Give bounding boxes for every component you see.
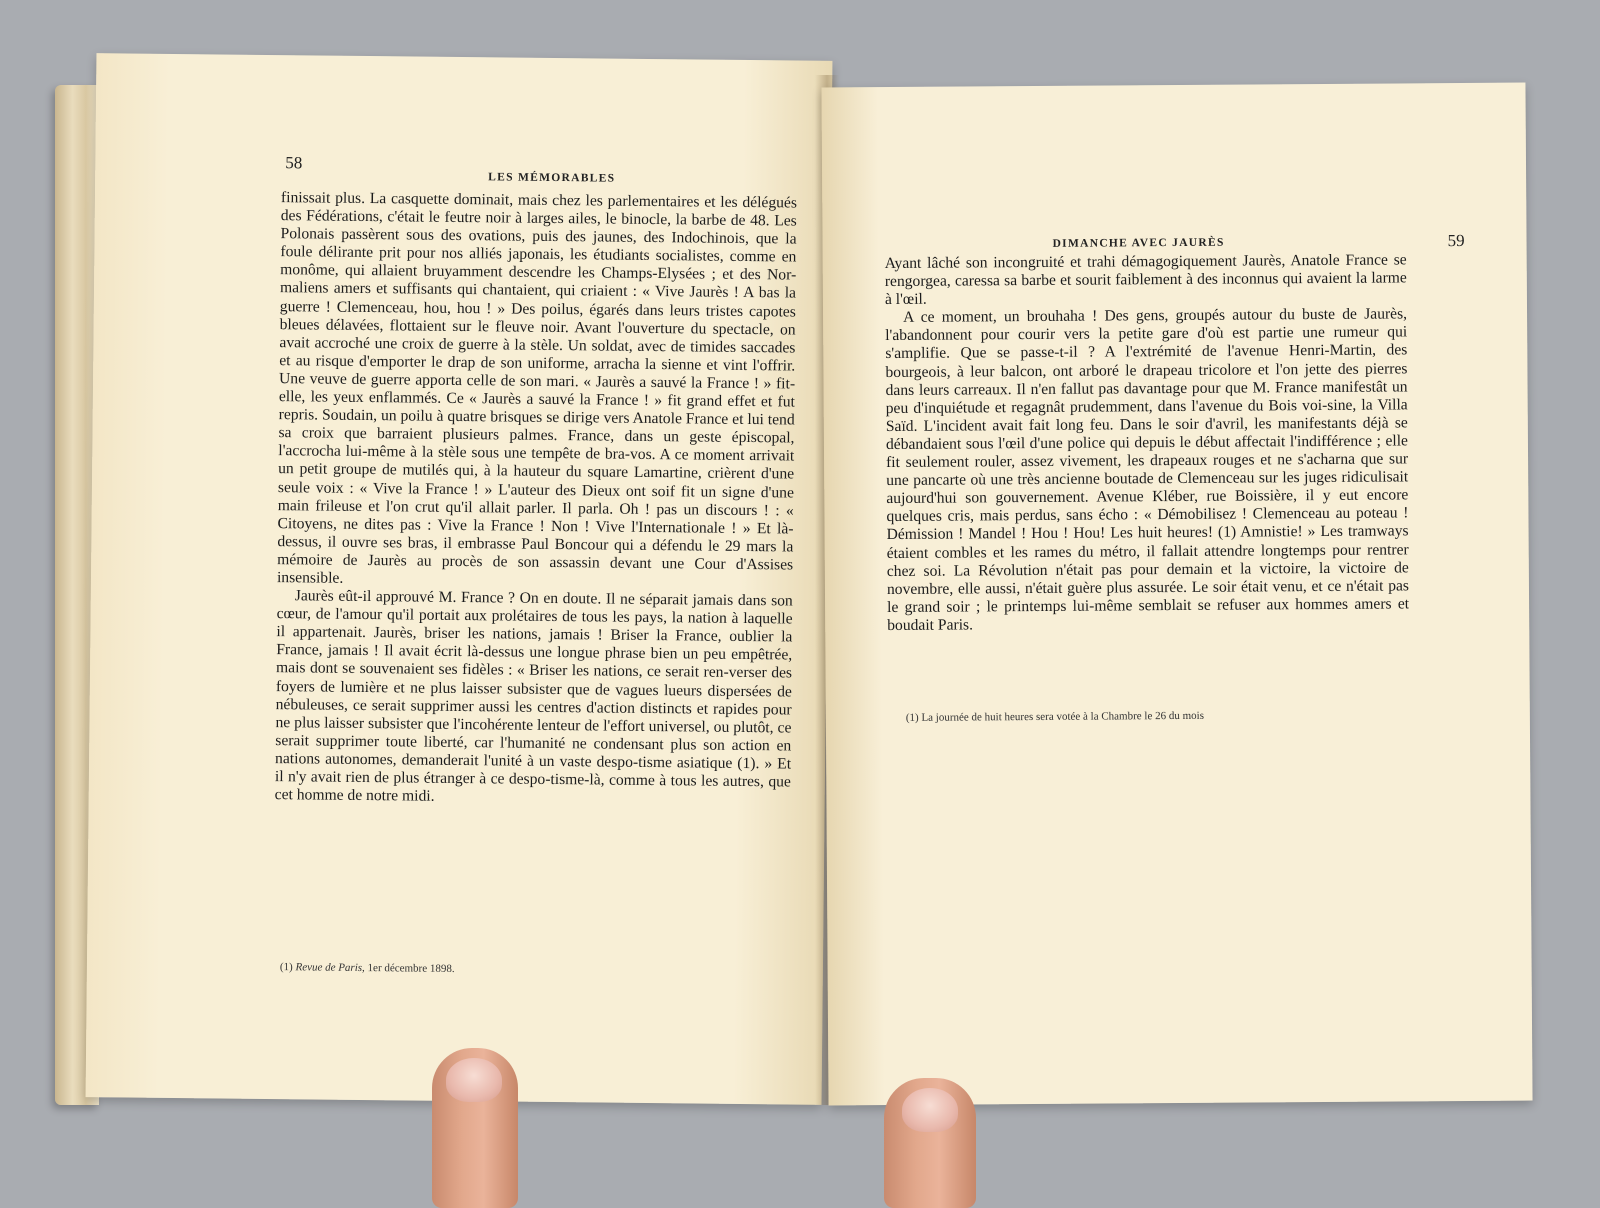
left-footnote-source: Revue de Paris, [295,961,365,975]
right-paragraph-1: Ayant lâché son incongruité et trahi démagogiquement Jaurès, Anatole France se rengorgea, caressa sa barbe et sourit faiblement à des inconnus qui avaient la larme à l'œil. [884,251,1407,309]
left-thumbnail [446,1058,502,1102]
left-paragraph-2: Jaurès eût-il approuvé M. France ? On en doute. Il ne séparait jamais dans son cœur, de l'amour qu'il portait aux prolétaires de tous les pays, la nation à laquelle il appartenait. Jaurès, briser les nations, jamais ! Briser la France, oublier la France, jamais ! Il avait écrit là-dessus une longue phrase bien un peu empêtrée, mais dont se souvenaient ses fidèles : « Briser les nations, ce serait ren-verser des foyers de lumière et ne plus laisser subsister que de vagues lueurs dispersées de nébuleuses, ce serait supprimer aussi les centres d'action distincts et rapides pour ne plus laisser subsister que l'incohérente lenteur de l'effort universel, ou plutôt, ce serait supprimer toute liberté, car l'humanité ne condensant plus son action en nations autonomes, demanderait l'unité à un vaste despo-tisme asiatique (1). » Et il n'y avait rien de plus étranger à ce despo-tisme-là, comme à tous les autres, que cet homme de notre midi. [274,587,793,805]
right-page-number: 59 [1447,230,1465,251]
left-footnote-date: 1er décembre 1898. [367,962,455,975]
left-thumb [432,1048,518,1208]
right-thumbnail [902,1088,958,1132]
right-running-head: DIMANCHE AVEC JAURÈS [1052,236,1225,250]
right-page [821,83,1532,1106]
right-thumb [884,1078,976,1208]
left-running-head: LES MÉMORABLES [488,171,616,185]
left-footnote [280,961,455,975]
left-page-number: 58 [285,153,303,173]
open-book [55,55,1565,1135]
left-footnote-number: (1) [279,961,293,974]
right-footnote: (1) La journée de huit heures sera votée à la Chambre le 26 du mois [905,709,1205,724]
right-text-block [885,251,1410,635]
right-paragraph-2: A ce moment, un brouhaha ! Des gens, groupés autour du buste de Jaurès, l'abandonnent pour courir vers la petite gare d'où est partie une rumeur qui s'amplifie. Que se passe-t-il ? A l'extrémité de l'avenue Henri-Martin, des bourgeois, à leur balcon, ont arboré le drapeau tricolore et l'on jette des pierres dans leurs carreaux. Il n'en fallut pas davantage pour que M. France manifestât un peu d'inquiétude et regagnât prudemment, dans l'avenue du Bois voi-sine, la Villa Saïd. L'incident avait fait long feu. Dans le soir d'avril, les manifestants déjà se débandaient sous l'œil d'une police qui depuis le début affectait l'indifférence ; elle fit seulement rouler, assez vivement, les drapeaux rouges et ne s'acharna que sur une pancarte où une très ancienne boutade de Clemenceau sur les juges ridiculisait aujourd'hui son gouvernement. Avenue Kléber, rue Boissière, il y eut encore quelques cris, mais perdus, sans écho : « Démobilisez ! Clemenceau au poteau ! Démission ! Mandel ! Hou ! Hou! Les huit heures! (1) Amnistie! » Les tramways étaient combles et les rames du métro, il fallait attendre longtemps pour rentrer chez soi. La Révolution n'était pas pour demain et la victoire, la victoire de novembre, elle aussi, n'était guère plus assurée. Le soir était venu, et ce n'était pas le grand soir ; le printemps lui-même semblait se refuser aux hommes amers et boudait Paris. [885,305,1410,634]
left-paragraph-1: finissait plus. La casquette dominait, mais chez les parlementaires et les délégués des Fédérations, c'était le feutre noir à larges ailes, le binocle, la barbe de 48. Les Polonais passèrent sous des ovations, puis des jaunes, des Indochinois, que la foule délirante prit pour nos alliés japonais, les étudiants socialistes, comme en monôme, qui allaient bruyamment descendre les Champs-Elysées ; et des Nor-maliens amers et suffisants qui chantaient, qui criaient : « Vive Jaurès ! A bas la guerre ! Clemenceau, hou, hou ! » Des poilus, égarés dans leurs tristes capotes bleues délavées, flottaient sur le fleuve noir. Avant l'ouverture du spectacle, on avait accroché une croix de guerre à la stèle. Un soldat, avec de timides saccades et au risque d'emporter le drap de son uniforme, arracha la sienne et vint l'offrir. Une veuve de guerre apporta celle de son mari. « Jaurès a sauvé la France ! » fit-elle, les yeux enflammés. Ce « Jaurès a sauvé la France ! » fit grand effet et fut repris. Soudain, un poilu à quatre brisques se dirige vers Anatole France et lui tend sa croix que barraient plusieurs palmes. France, dans un geste épiscopal, l'accrocha lui-même à la stèle sous une tempête de bra-vos. A ce moment arrivait un petit groupe de mutilés qui, à la hauteur du square Lamartine, crièrent d'une seule voix : « Vive la France ! » L'auteur des Dieux ont soif fit un signe d'une main frileuse et l'on crut qu'il allait parler. Il parla. Oh ! pas un discours ! : « Citoyens, ne dites pas : Vive la France ! Non ! Vive l'Internationale ! » Et là-dessus, il ouvre ses bras, il embrasse Paul Boncour qui a défendu le 29 mars la mémoire de Jaurès au procès de son assassin devant une Cour d'Assises insensible. [276,189,798,587]
left-page [86,53,833,1105]
left-text-block [275,189,797,810]
